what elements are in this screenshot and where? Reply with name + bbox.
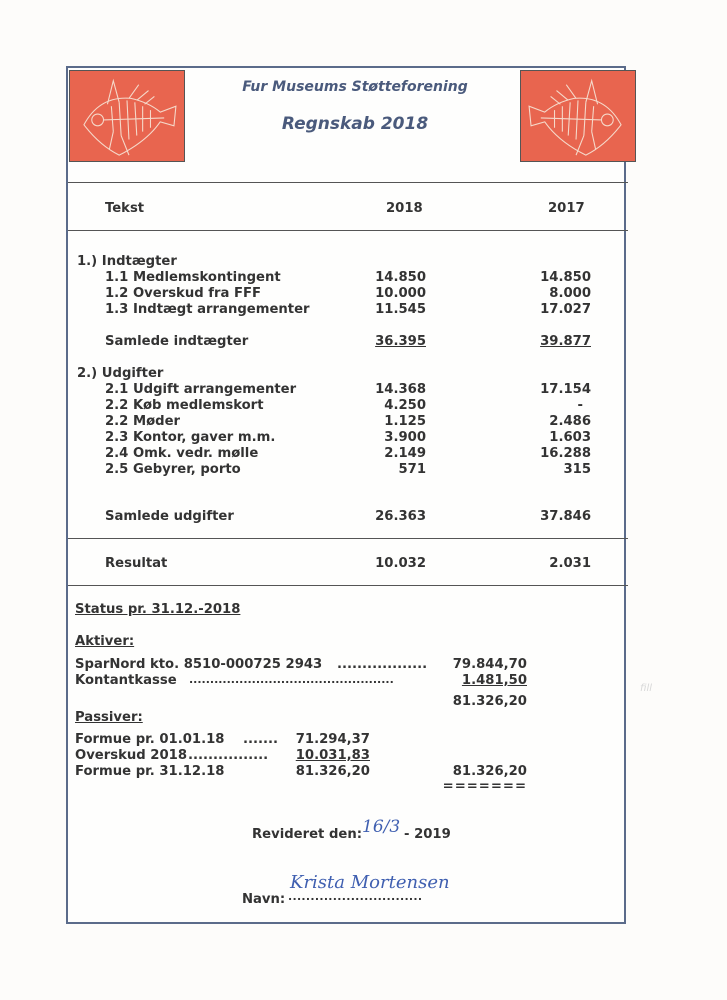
expense-row-2018: 1.125 xyxy=(384,414,426,429)
liability-row-value: 71.294,37 xyxy=(295,732,370,747)
income-row-label: 1.3 Indtægt arrangementer xyxy=(105,302,310,317)
fish-fossil-logo-left xyxy=(69,70,185,162)
expense-row-2018: 3.900 xyxy=(384,430,426,445)
name-handwritten-signature: Krista Mortensen xyxy=(290,872,450,893)
income-total-label: Samlede indtægter xyxy=(105,334,249,349)
divider xyxy=(68,538,628,539)
document-title: Regnskab 2018 xyxy=(281,114,429,134)
liability-row-label: Overskud 2018 xyxy=(75,748,187,763)
expense-row-2018: 14.368 xyxy=(375,382,426,397)
liability-row-label: Formue pr. 31.12.18 xyxy=(75,764,225,779)
income-row-2017: 14.850 xyxy=(540,270,591,285)
expense-row-2018: 2.149 xyxy=(384,446,426,461)
asset-row-label: SparNord kto. 8510-000725 2943 xyxy=(75,657,323,672)
expenses-heading: 2.) Udgifter xyxy=(77,366,164,381)
column-header-2018: 2018 xyxy=(386,201,423,216)
revised-year: - 2019 xyxy=(404,827,451,842)
liabilities-total: 81.326,20 xyxy=(452,764,527,779)
income-total-2018: 36.395 xyxy=(375,334,426,349)
asset-row-label: Kontantkasse xyxy=(75,673,177,688)
income-row-2018: 11.545 xyxy=(375,302,426,317)
expense-row-label: 2.2 Møder xyxy=(105,414,181,429)
result-2018: 10.032 xyxy=(375,556,426,571)
income-row-2018: 14.850 xyxy=(375,270,426,285)
divider xyxy=(68,585,628,586)
expenses-total-label: Samlede udgifter xyxy=(105,509,234,524)
revised-date-handwritten: 16/3 xyxy=(362,817,401,837)
liability-row-value: 81.326,20 xyxy=(295,764,370,779)
asset-row-value: 79.844,70 xyxy=(452,657,527,672)
expense-row-2017: 17.154 xyxy=(540,382,591,397)
expense-row-2018: 571 xyxy=(398,462,426,477)
income-heading: 1.) Indtægter xyxy=(77,254,177,269)
expense-row-2018: 4.250 xyxy=(384,398,426,413)
income-row-2018: 10.000 xyxy=(375,286,426,301)
expense-row-label: 2.5 Gebyrer, porto xyxy=(105,462,241,477)
liability-row-leader: ....... xyxy=(243,732,279,747)
asset-row-leader: ................................................. xyxy=(189,673,394,686)
liability-row-value: 10.031,83 xyxy=(295,748,370,763)
expense-row-label: 2.4 Omk. vedr. mølle xyxy=(105,446,259,461)
income-row-2017: 8.000 xyxy=(549,286,591,301)
expense-row-2017: 315 xyxy=(563,462,591,477)
name-label: Navn: xyxy=(242,892,286,907)
income-total-2017: 39.877 xyxy=(540,334,591,349)
column-header-2017: 2017 xyxy=(548,201,585,216)
fish-fossil-icon xyxy=(521,71,635,161)
divider xyxy=(68,230,628,231)
asset-row-leader: .................. xyxy=(337,657,428,672)
income-row-label: 1.1 Medlemskontingent xyxy=(105,270,281,285)
organization-name: Fur Museums Støtteforening xyxy=(242,79,468,95)
expense-row-label: 2.3 Kontor, gaver m.m. xyxy=(105,430,276,445)
expense-row-2017: 1.603 xyxy=(549,430,591,445)
expense-row-2017: 2.486 xyxy=(549,414,591,429)
fish-fossil-logo-right xyxy=(520,70,636,162)
liability-row-leader: ................ xyxy=(188,748,269,763)
status-heading: Status pr. 31.12.-2018 xyxy=(75,602,241,617)
divider xyxy=(68,182,628,183)
expenses-total-2017: 37.846 xyxy=(540,509,591,524)
assets-total: 81.326,20 xyxy=(452,694,527,709)
name-signature-line: .............................. xyxy=(288,890,423,903)
result-2017: 2.031 xyxy=(549,556,591,571)
double-rule: ======= xyxy=(442,779,527,794)
income-row-2017: 17.027 xyxy=(540,302,591,317)
expenses-total-2018: 26.363 xyxy=(375,509,426,524)
expense-row-label: 2.1 Udgift arrangementer xyxy=(105,382,297,397)
column-header-text: Tekst xyxy=(105,201,145,216)
result-label: Resultat xyxy=(105,556,168,571)
liabilities-heading: Passiver: xyxy=(75,710,143,725)
asset-row-value: 1.481,50 xyxy=(461,673,527,688)
revised-label: Revideret den: xyxy=(252,827,362,842)
income-row-label: 1.2 Overskud fra FFF xyxy=(105,286,262,301)
expense-row-2017: - xyxy=(577,398,583,413)
document-frame xyxy=(66,66,626,924)
expense-row-2017: 16.288 xyxy=(540,446,591,461)
expense-row-label: 2.2 Køb medlemskort xyxy=(105,398,264,413)
fish-fossil-icon xyxy=(70,71,184,161)
liability-row-label: Formue pr. 01.01.18 xyxy=(75,732,225,747)
assets-heading: Aktiver: xyxy=(75,634,135,649)
margin-note: fill xyxy=(640,683,653,694)
